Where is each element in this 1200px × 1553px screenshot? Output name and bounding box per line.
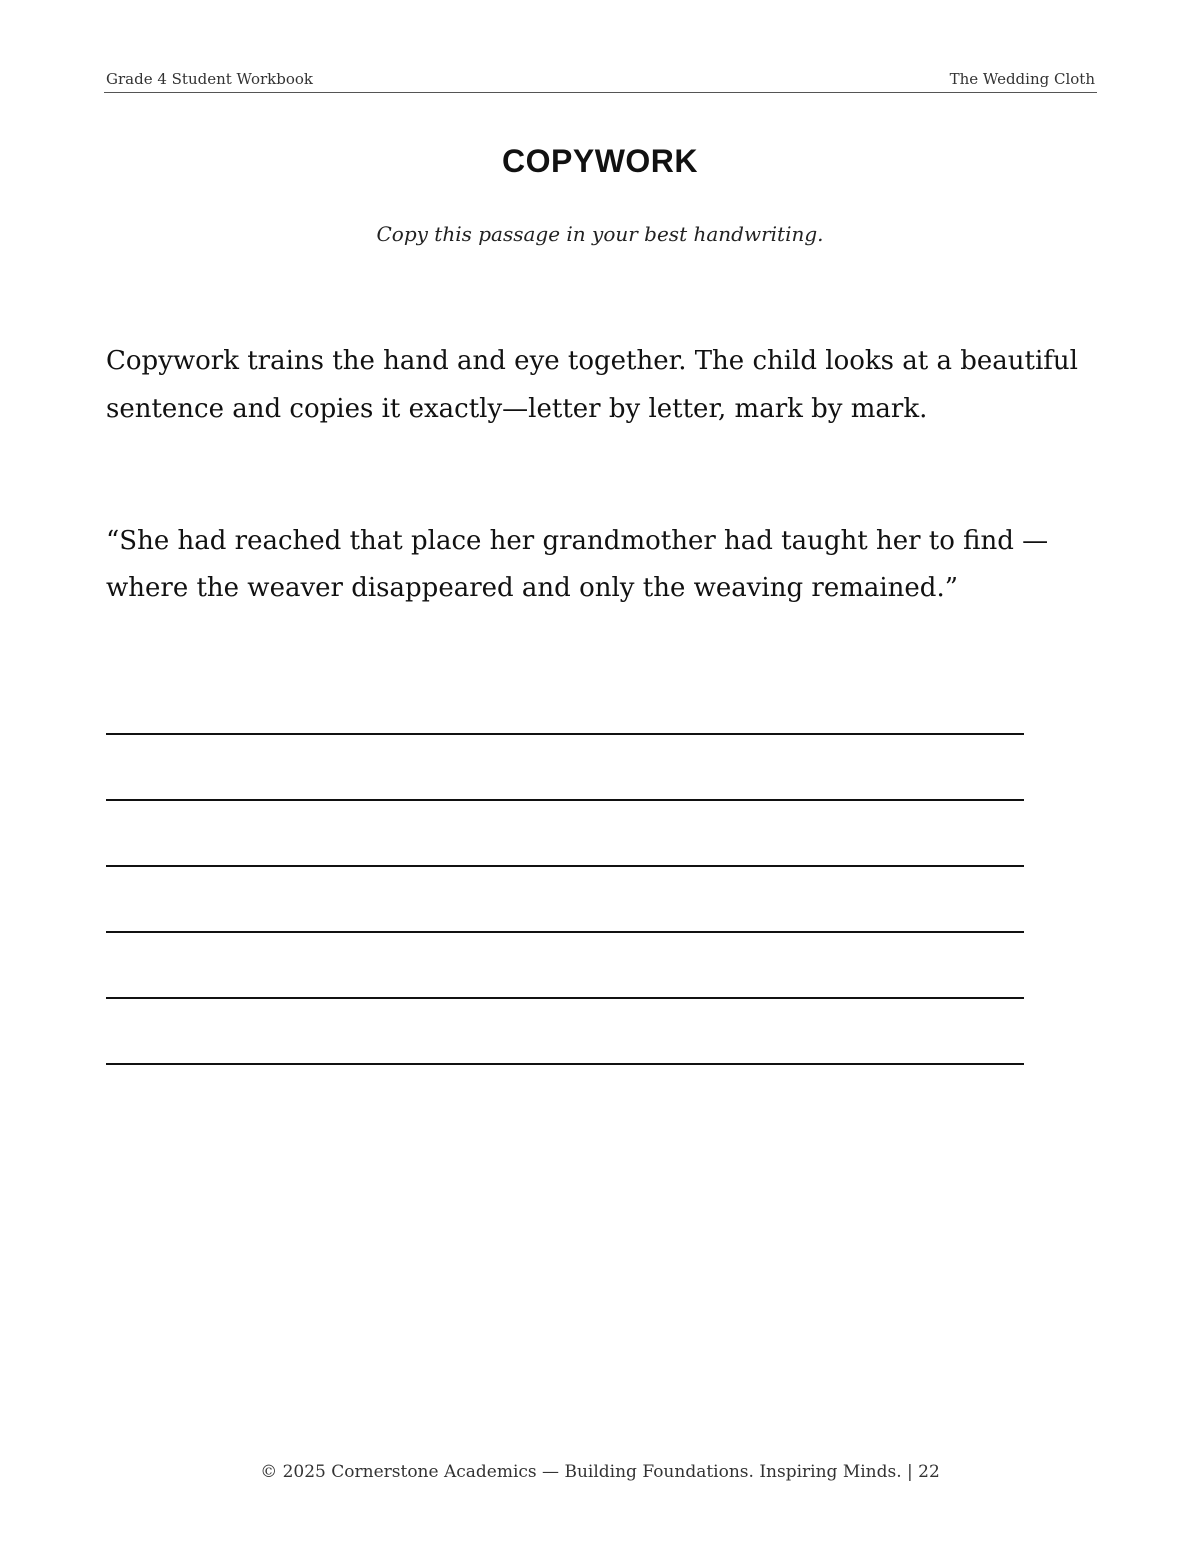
story-title: The Wedding Cloth [949,70,1095,88]
instruction-text: Copy this passage in your best handwriting. [376,222,824,246]
copy-passage: “She had reached that place her grandmother had taught her to find — where the weaver disappeared and only the weaving remained.” [106,526,1049,603]
page-title: COPYWORK [502,143,698,179]
writing-line[interactable] [106,733,1024,735]
workbook-title: Grade 4 Student Workbook [106,70,313,88]
writing-line[interactable] [106,865,1024,867]
page-footer: © 2025 Cornerstone Academics — Building Foundations. Inspiring Minds. | 22 [260,1462,940,1482]
writing-line[interactable] [106,1063,1024,1065]
writing-line[interactable] [106,799,1024,801]
page-header [104,68,1097,93]
intro-paragraph: Copywork trains the hand and eye together. The child looks at a beautiful sentence and copies it exactly—letter by letter, mark by mark. [106,346,1078,424]
writing-line[interactable] [106,931,1024,933]
writing-line[interactable] [106,997,1024,999]
